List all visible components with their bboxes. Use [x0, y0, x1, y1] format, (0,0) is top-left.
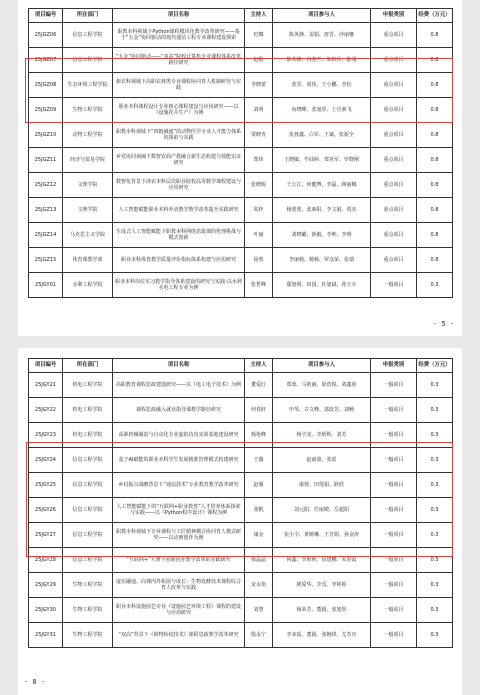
cell-project-name: 职业本科岗位实习教学指导体系建设的研究与实践-以水利水电工程专业为例: [113, 273, 245, 298]
cell-project-id: 25JGZ15: [29, 248, 63, 273]
cell-department: 信息工程学院: [63, 473, 113, 498]
cell-category: 一般项目: [371, 598, 417, 623]
cell-category: 一般项目: [371, 473, 417, 498]
cell-participants: 鄢旭明、田园、杜旭斌、孙玉卉: [273, 273, 371, 298]
cell-project-id: 25JGZ07: [29, 48, 63, 73]
cell-project-name: 乡党协同视阈下数智农商产教融合新生态构建与效能实证研究: [113, 148, 245, 173]
cell-participants: 陈英锋、冯春兰、朱柏兵、陈刚: [273, 48, 371, 73]
table-row: [29, 398, 453, 423]
cell-participants: 刘晓璐、薛毅、李帅、李明: [273, 223, 371, 248]
cell-participants: 姚爱华、李乐、李婷婷: [273, 573, 371, 598]
cell-project-name: 生成式人工智能赋能下职教本科网络思政课的伦理挑战与模式创新: [113, 223, 245, 248]
cell-project-id: 25JGY29: [29, 573, 63, 598]
table-row: [29, 123, 453, 148]
cell-project-id: 25JGY21: [29, 373, 63, 398]
cell-participants: 向晓峰、张旭彤、上官素飞: [273, 98, 371, 123]
cell-department: 信息工程学院: [63, 523, 113, 548]
cell-category: 一般项目: [371, 548, 417, 573]
cell-department: 水利工程学院: [63, 273, 113, 298]
cell-project-id: 25JGZ09: [29, 98, 63, 123]
cell-host: 董爱红: [245, 373, 273, 398]
cell-department: 经济与贸易学院: [63, 148, 113, 173]
cell-funding: 0.3: [417, 423, 453, 448]
cell-category: 重点项目: [371, 123, 417, 148]
cell-funding: 0.3: [417, 498, 453, 523]
cell-host: 屈蓉: [245, 248, 273, 273]
cell-participants: 申琴、古文峰、郭改芳、刘畅: [273, 398, 371, 423]
cell-department: 信息工程学院: [63, 23, 113, 48]
cell-project-name: 高职教育课程思政建设研究——以《电工电子技术》为例: [113, 373, 245, 398]
cell-participants: 张莹、周伟、王小鹏、李松: [273, 73, 371, 98]
cell-category: 重点项目: [371, 23, 417, 48]
cell-project-name: 虚实融通、向课内外拓展与成长：生物发酵技术课程综合育人改革与实践: [113, 573, 245, 598]
cell-project-id: 25JGY31: [29, 623, 63, 648]
cell-participants: 陈英锋、雷娟、唐晋、沙丽娜: [273, 23, 371, 48]
cell-participants: 王晓敏、牛仙婷、郑亚军、罗晓刚: [273, 148, 371, 173]
cell-participants: 仇蓉鑫、白军、王斌、张振全: [273, 123, 371, 148]
cell-host: 刘明: [245, 98, 273, 123]
cell-category: 一般项目: [371, 398, 417, 423]
cell-category: 重点项目: [371, 248, 417, 273]
table-row: [29, 523, 453, 548]
cell-funding: 0.8: [417, 173, 453, 198]
cell-project-name: 人工智能赋能职业本科外语教学教学改革提升实践研究: [113, 198, 245, 223]
cell-project-id: 25JGZ11: [29, 148, 63, 173]
cell-department: 生物工程学院: [63, 598, 113, 623]
table-row: [29, 498, 453, 523]
cell-category: 一般项目: [371, 523, 417, 548]
cell-funding: 0.3: [417, 623, 453, 648]
table-row: [29, 148, 453, 173]
cell-host: 梁晶晶: [245, 548, 273, 573]
cell-department: 文理学院: [63, 198, 113, 223]
cell-funding: 0.8: [417, 223, 453, 248]
cell-category: 重点项目: [371, 148, 417, 173]
cell-host: 赵薇: [245, 473, 273, 498]
cell-department: 信息工程学院: [63, 48, 113, 73]
cell-host: 张哲峰: [245, 273, 273, 298]
table-row: [29, 598, 453, 623]
cell-funding: 0.3: [417, 548, 453, 573]
cell-funding: 0.3: [417, 523, 453, 548]
cell-category: 一般项目: [371, 448, 417, 473]
table-row: [29, 473, 453, 498]
cell-funding: 0.3: [417, 473, 453, 498]
cell-category: 重点项目: [371, 73, 417, 98]
cell-project-id: 25JGY23: [29, 423, 63, 448]
document-page-1: [18, 0, 462, 336]
document-page-2: [18, 348, 462, 695]
cell-funding: 0.8: [417, 73, 453, 98]
cell-category: 一般项目: [371, 273, 417, 298]
table-row: [29, 273, 453, 298]
cell-project-id: 25JGY30: [29, 598, 63, 623]
cell-host: 叶丽: [245, 223, 273, 248]
cell-project-name: 高职机械制造与自动化专业虚拟仿真实训基地建设研究: [113, 423, 245, 448]
cell-project-id: 25JGZ12: [29, 173, 63, 198]
cell-host: 郑伟: [245, 148, 273, 173]
cell-project-id: 25JGZ14: [29, 223, 63, 248]
cell-department: 机电工程学院: [63, 423, 113, 448]
header-category: 申报类别: [371, 359, 417, 373]
cell-project-id: 25JGY27: [29, 523, 63, 548]
cell-host: 王薇: [245, 448, 273, 473]
cell-category: 一般项目: [371, 423, 417, 448]
cell-project-name: 职业本科体育教学质量评价指标体系构建与应用研究: [113, 248, 245, 273]
cell-project-id: 25JGZ10: [29, 123, 63, 148]
cell-participants: 刘元阳、任丽媛、岳超阳: [273, 498, 371, 523]
header-project-name: 项目名称: [113, 359, 245, 373]
cell-host: 张晓妮: [245, 173, 273, 198]
cell-department: 文理学院: [63, 173, 113, 198]
cell-department: 信息工程学院: [63, 448, 113, 473]
cell-funding: 0.8: [417, 123, 453, 148]
cell-category: 一般项目: [371, 498, 417, 523]
cell-host: 张帆: [245, 498, 273, 523]
cell-project-name: 职教本科视域下专业课程与工匠精神耦合协同育人模式研究——以动画创作为例: [113, 523, 245, 548]
cell-project-name: 数智化背景下涉农本科层次职业院校高等数学课程建设与应用研究: [113, 173, 245, 198]
cell-funding: 0.3: [417, 598, 453, 623]
table-row: [29, 573, 453, 598]
cell-host: 杨艳峰: [245, 423, 273, 448]
cell-department: 生物工程学院: [63, 623, 113, 648]
table-row: [29, 48, 453, 73]
table-row: [29, 448, 453, 473]
cell-project-id: 25JGZ06: [29, 23, 63, 48]
table-row: [29, 98, 453, 123]
cell-project-name: 乡村振兴战略背景下“通信技术”专业教育教学改革研究: [113, 473, 245, 498]
table-row: [29, 423, 453, 448]
table-row: [29, 23, 453, 48]
cell-project-name: 新农科视域下高职农林类专业课程协同育人机制研究与实践: [113, 73, 245, 98]
header-funding: 经费（万元）: [417, 9, 453, 23]
cell-participants: 赵丽波、张瑶: [273, 448, 371, 473]
cell-host: 康金: [245, 523, 273, 548]
cell-participants: 李丽杨、杨杨、罗彦荣、张瑞: [273, 248, 371, 273]
table-header-row: [29, 9, 453, 23]
cell-category: 重点项目: [371, 98, 417, 123]
cell-department: 机电工程学院: [63, 373, 113, 398]
cell-participants: 杨宇龙、李炳辉、刘芳: [273, 423, 371, 448]
table-row: [29, 248, 453, 273]
header-project-name: 项目名称: [113, 9, 245, 23]
cell-category: 重点项目: [371, 198, 417, 223]
cell-funding: 0.3: [417, 398, 453, 423]
cell-funding: 0.8: [417, 98, 453, 123]
header-participants: 项目参与人: [273, 359, 371, 373]
cell-department: 生物工程学院: [63, 98, 113, 123]
table-row: [29, 173, 453, 198]
header-department: 所在部门: [63, 359, 113, 373]
table-row: [29, 623, 453, 648]
cell-host: 刘慧: [245, 598, 273, 623]
cell-department: 生物工程学院: [63, 573, 113, 598]
cell-category: 重点项目: [371, 173, 417, 198]
page-number: - 5 -: [432, 320, 454, 328]
cell-department: 体育课教学部: [63, 248, 113, 273]
header-project-id: 项目编号: [29, 9, 63, 23]
cell-project-id: 25JGY01: [29, 273, 63, 298]
cell-host: 杞娜: [245, 23, 273, 48]
cell-department: 信息工程学院: [63, 498, 113, 523]
project-table-2: [28, 358, 453, 648]
cell-project-name: “互联网+”大赛下创新创业教学改革的实践研究: [113, 548, 245, 573]
page-number: - 8 -: [24, 678, 46, 686]
cell-category: 一般项目: [371, 623, 417, 648]
header-category: 申报类别: [371, 9, 417, 23]
table-row: [29, 198, 453, 223]
cell-project-name: “双高”背景下《植物检疫技术》课程思政教学改革研究: [113, 623, 245, 648]
cell-project-id: 25JGY24: [29, 448, 63, 473]
header-funding: 经费（万元）: [417, 359, 453, 373]
header-department: 所在部门: [63, 9, 113, 23]
cell-funding: 0.8: [417, 23, 453, 48]
cell-host: 宋永艳: [245, 573, 273, 598]
table-header-row: [29, 359, 453, 373]
cell-participants: 何鑫、李莉莉、崔建鹏、朱春霞: [273, 548, 371, 573]
cell-project-name: 人工智能赋能下的“互联网+职业教育”人才培养体系探索与实践——以《Python程序设计》课程为例: [113, 498, 245, 523]
cell-host: 贾晓青: [245, 123, 273, 148]
cell-host: 李晓蕾: [245, 73, 273, 98]
cell-department: 机电工程学院: [63, 398, 113, 423]
cell-department: 信息工程学院: [63, 548, 113, 573]
cell-participants: 郑蓉、马艳丽、徐浩锐、刘鑫尚: [273, 373, 371, 398]
cell-project-id: 25JGY28: [29, 548, 63, 573]
cell-project-name: 职业本科课程设计专业核心课程建设与应用研究——以《设施花卉生产》为例: [113, 98, 245, 123]
cell-participants: 王公江、何健博、李磊、顾丽娜: [273, 173, 371, 198]
cell-funding: 0.8: [417, 248, 453, 273]
cell-funding: 0.3: [417, 573, 453, 598]
cell-project-name: 基于AI赋能的职业本科学生发展精准管理模式构建研究: [113, 448, 245, 473]
cell-funding: 0.3: [417, 273, 453, 298]
cell-funding: 0.8: [417, 48, 453, 73]
cell-participants: 李多瑶、董圆、张婉琪、尤寿庆: [273, 623, 371, 648]
cell-department: 生态环境工程学院: [63, 73, 113, 98]
cell-project-id: 25JGZ13: [29, 198, 63, 223]
cell-project-name: 职教本科视域下“四链融通”的动物医学专业人才能力体系的探索与实践: [113, 123, 245, 148]
cell-project-id: 25JGY22: [29, 398, 63, 423]
cell-project-name: 课程思政融入就业指导课教学路径研究: [113, 398, 245, 423]
cell-participants: 康蓉、田莲娟、耿欣: [273, 473, 371, 498]
cell-host: 何春轩: [245, 398, 273, 423]
header-participants: 项目参与人: [273, 9, 371, 23]
cell-category: 重点项目: [371, 223, 417, 248]
cell-participants: 杨荣芳、董圆、张旭彤: [273, 598, 371, 623]
table-row: [29, 373, 453, 398]
cell-funding: 0.3: [417, 373, 453, 398]
cell-category: 一般项目: [371, 573, 417, 598]
cell-project-id: 25JGY25: [29, 473, 63, 498]
project-table-1: [28, 8, 453, 298]
table-row: [29, 223, 453, 248]
cell-participants: 杨蕾蕾、张素阳、李文娟、贾杰: [273, 198, 371, 223]
cell-host: 赵勋: [245, 48, 273, 73]
cell-funding: 0.8: [417, 148, 453, 173]
cell-project-name: 职教本科视域下Python课程模块化教学改革研究——基于“五金”协同驱动的现代通信工程专业课程建设探索: [113, 23, 245, 48]
cell-funding: 0.3: [417, 448, 453, 473]
cell-department: 马克思主义学院: [63, 223, 113, 248]
cell-host: 殷永宁: [245, 623, 273, 648]
cell-department: 动物工程学院: [63, 123, 113, 148]
cell-project-name: “五金”协同驱动——“双高”院校计算机专业课程体系改革路径研究: [113, 48, 245, 73]
cell-project-id: 25JGZ08: [29, 73, 63, 98]
cell-funding: 0.8: [417, 198, 453, 223]
table-row: [29, 73, 453, 98]
cell-host: 朱梓: [245, 198, 273, 223]
cell-participants: 张小宇、黄婉琳、王芳娟、孙金涛: [273, 523, 371, 548]
cell-category: 重点项目: [371, 48, 417, 73]
header-project-id: 项目编号: [29, 359, 63, 373]
cell-project-id: 25JGY26: [29, 498, 63, 523]
cell-project-name: 职业本科设施园艺专业《设施园艺环境工程》课程的建设与应用研究: [113, 598, 245, 623]
cell-category: 一般项目: [371, 373, 417, 398]
header-host: 主持人: [245, 9, 273, 23]
table-row: [29, 548, 453, 573]
header-host: 主持人: [245, 359, 273, 373]
